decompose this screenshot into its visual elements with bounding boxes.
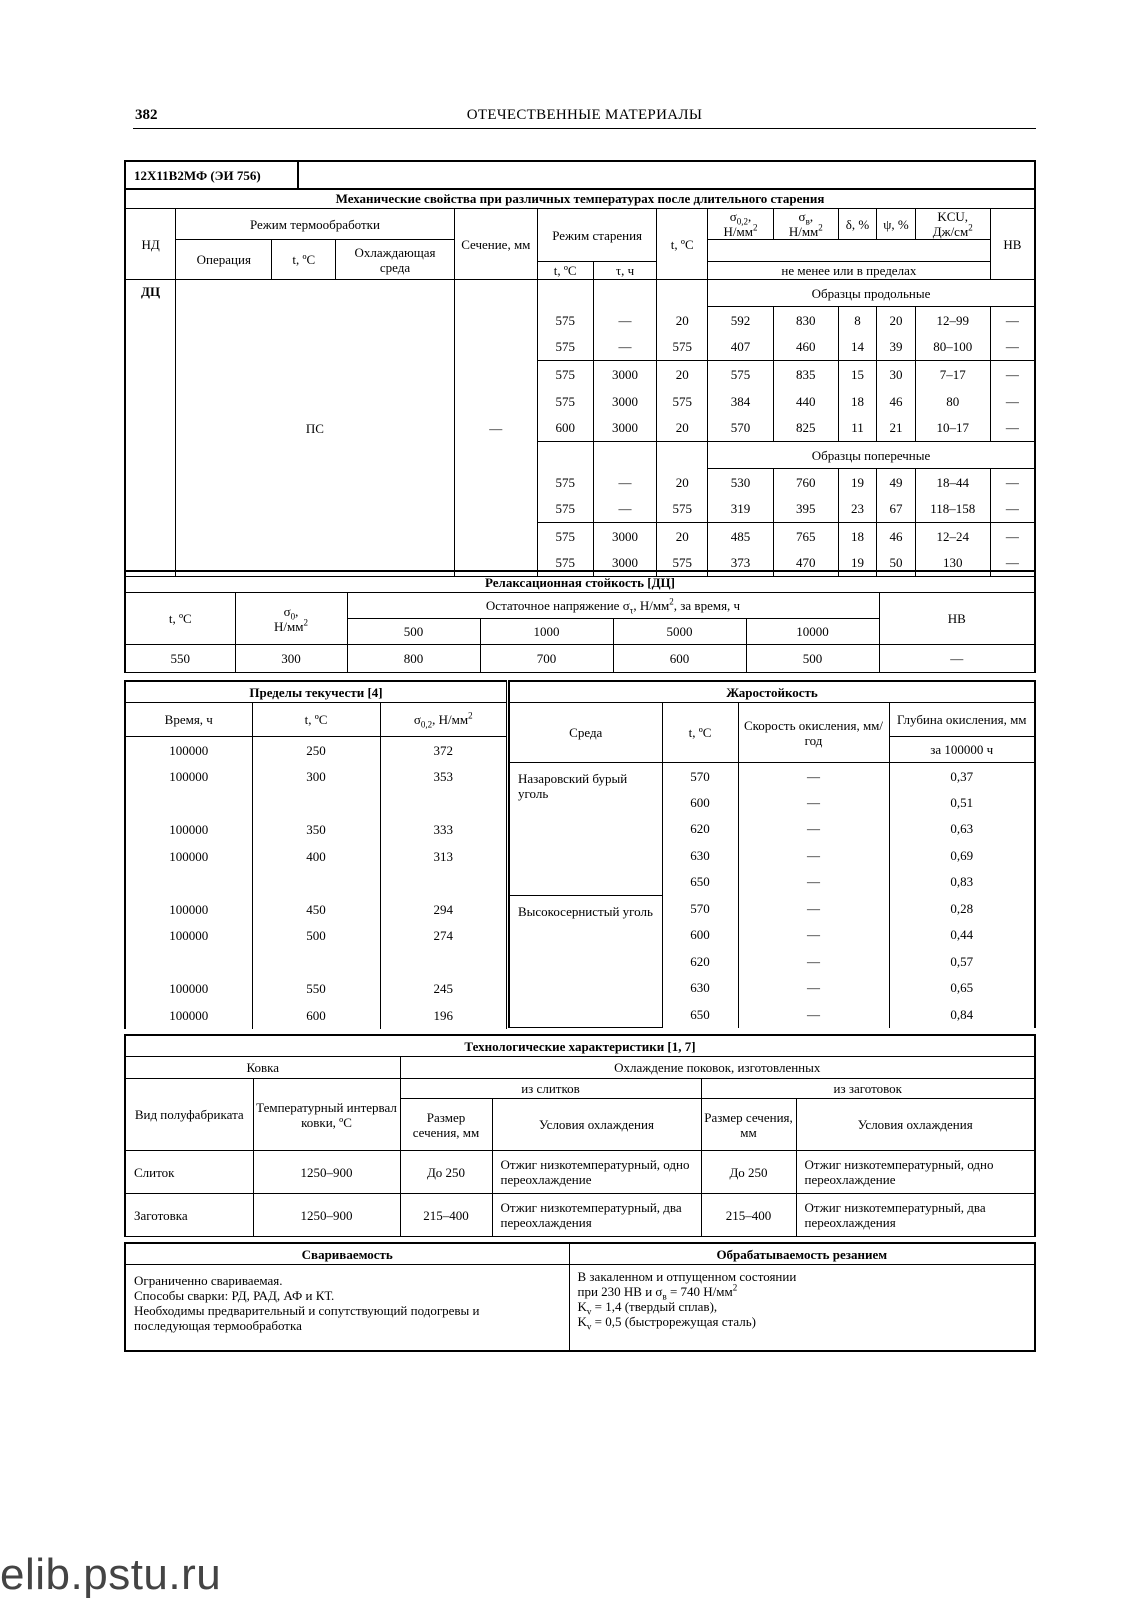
mech-cell: 130 [915,550,990,577]
heat-medium: Высокосернистый уголь [509,895,662,1028]
heat-resistance-table [508,680,1036,1028]
tech-size: До 250 [400,1151,492,1194]
relax-time: 500 [347,619,480,645]
mech-cell: — [593,469,657,496]
mech-cell: 20 [657,361,708,388]
heat-cell: 0,37 [889,763,1035,790]
heat-cell: — [738,1001,889,1028]
tech-temp-range: 1250–900 [253,1194,400,1237]
mech-cell: 460 [773,334,838,361]
yield-cell: 100000 [125,1002,252,1029]
mech-cell: 575 [708,361,774,388]
relax-cell: 700 [480,645,613,673]
yield-row [125,843,507,870]
tech-h-cond: Условия охлаждения [796,1099,1035,1151]
mech-cell: 19 [838,550,877,577]
mech-cell: 15 [838,361,877,388]
nd-value: ДЦ [125,280,176,577]
heat-cell: — [738,842,889,869]
h-not-less: не менее или в пределах [708,262,991,280]
empty [657,442,708,469]
watermark: elib.pstu.ru [0,1550,222,1599]
relax-h-t: t, ºC [125,593,235,645]
grade-name: 12Х11В2МФ (ЭИ 756) [125,161,298,189]
h-aging-tau: τ, ч [593,262,657,280]
mech-cell: 407 [708,334,774,361]
yield-row [125,1002,507,1029]
yield-cell: 100000 [125,817,252,844]
mech-row [125,280,1035,307]
technological-table [124,1034,1036,1237]
h-sigma02: $\sigma_{0,2}$, $Н/мм^2$ [708,209,774,240]
mech-cell: 384 [708,388,774,415]
tech-h-temp-range: Температурный интервал ковки, ºC [253,1079,400,1151]
relax-cell: 800 [347,645,480,673]
mechanical-properties-table [124,188,1036,577]
mech-cell: 485 [708,523,774,550]
h-sigmav: $\sigma_в$, $Н/мм^2$ [773,209,838,240]
mech-cell: 80 [915,388,990,415]
mech-cell: 8 [838,307,877,334]
h-cooling: Охлаждающая среда [336,240,455,280]
heat-cell: — [738,816,889,843]
yield-cell: 600 [252,1002,380,1029]
mech-cell: 592 [708,307,774,334]
mech-cell: — [593,496,657,523]
h-aging: Режим старения [537,209,657,262]
mech-cell: 118–158 [915,496,990,523]
empty [593,442,657,469]
yield-cell: 350 [252,817,380,844]
relax-cell: — [879,645,1035,673]
tech-size: До 250 [701,1151,796,1194]
yield-cell [380,949,507,976]
tech-size: 215–400 [400,1194,492,1237]
h-aging-t: t, ºC [537,262,593,280]
yield-cell [125,949,252,976]
mech-cell: 3000 [593,550,657,577]
yield-row [125,923,507,950]
heat-cell: — [738,922,889,949]
yield-cell: 274 [380,923,507,950]
mech-cell: 440 [773,388,838,415]
mech-cell: 575 [657,550,708,577]
heat-cell: 0,65 [889,975,1035,1002]
relax-h-residual: Остаточное напряжение $\sigma_\tau$, $Н/мм^2$, за время, ч [347,593,879,619]
yield-cell: 196 [380,1002,507,1029]
mech-cell: 19 [838,469,877,496]
mech-cell: 575 [537,334,593,361]
heat-h-rate: Скорость окисления, мм/год [738,703,889,763]
mech-cell: 30 [877,361,916,388]
mech-cell: 575 [537,361,593,388]
mech-cell: 575 [537,307,593,334]
heat-h-depth: Глубина окисления, мм [889,703,1035,737]
heat-cell: — [738,948,889,975]
mech-cell: 20 [657,469,708,496]
mech-cell: 830 [773,307,838,334]
yield-cell [252,870,380,897]
yield-cell: 353 [380,764,507,791]
mech-cell: — [990,523,1035,550]
mech-cell: 14 [838,334,877,361]
mech-cell: 23 [838,496,877,523]
heat-cell: 0,44 [889,922,1035,949]
yield-row [125,817,507,844]
yield-cell [380,790,507,817]
heat-cell: 600 [662,922,738,949]
relax-h-sigma0: $\sigma_0$, $Н/мм^2$ [235,593,347,645]
mech-cell: 575 [537,523,593,550]
tech-size: 215–400 [701,1194,796,1237]
heat-cell: 620 [662,816,738,843]
yield-h-sigma: $\sigma_{0,2}$, $Н/мм^2$ [380,703,507,737]
heat-cell: — [738,869,889,896]
h-psi: ψ, % [877,209,916,240]
yield-row [125,870,507,897]
mech-cell: 20 [657,307,708,334]
heat-cell: 570 [662,895,738,922]
machin-line-2: при 230 НВ и $\sigma_в = 740$ $Н/мм^2$ [577,1282,738,1302]
heat-cell: — [738,763,889,790]
tech-h-from-ingots: из слитков [400,1079,701,1099]
mech-cell: 12–99 [915,307,990,334]
yield-cell: 313 [380,843,507,870]
mech-cell: 20 [657,415,708,442]
mech-cell: 575 [657,496,708,523]
yield-cell: 372 [380,737,507,764]
yield-cell: 245 [380,976,507,1003]
mech-cell: 373 [708,550,774,577]
yield-cell [125,790,252,817]
mech-cell: 49 [877,469,916,496]
mech-cell: 3000 [593,361,657,388]
relax-time: 1000 [480,619,613,645]
page-header [133,106,1036,129]
machin-line-3: $K_v = 1,4$ (твердый сплав), [577,1299,718,1317]
relax-cell: 300 [235,645,347,673]
mech-title: Механические свойства при различных температурах после длительного старения [125,189,1035,209]
h-section: Сечение, мм [454,209,537,280]
tech-temp-range: 1250–900 [253,1151,400,1194]
yield-table [124,680,507,1029]
mech-cell: 3000 [593,415,657,442]
tech-product: Заготовка [125,1194,253,1237]
mech-cell: 3000 [593,523,657,550]
yield-cell: 100000 [125,923,252,950]
relax-time: 5000 [613,619,746,645]
mech-cell: 575 [537,496,593,523]
mech-cell: 570 [708,415,774,442]
h-nd: НД [125,209,176,280]
empty [537,280,593,307]
yield-h-t: t, ºC [252,703,380,737]
mech-cell: — [990,307,1035,334]
mech-cell: — [990,388,1035,415]
mech-cell: 18 [838,388,877,415]
tech-cond: Отжиг низкотемпературный, одно переохлаждение [796,1151,1035,1194]
heat-cell: 0,83 [889,869,1035,896]
yield-cell [252,949,380,976]
yield-cell [380,870,507,897]
mech-cell: 10–17 [915,415,990,442]
mech-cell: 530 [708,469,774,496]
relax-cell: 500 [746,645,879,673]
yield-cell [125,870,252,897]
heat-cell: 0,84 [889,1001,1035,1028]
heat-medium: Назаровский бурый уголь [509,763,662,896]
tech-row [125,1151,1035,1194]
yield-row [125,976,507,1003]
section-value: — [454,280,537,577]
mech-cell: — [990,334,1035,361]
heat-cell: 0,69 [889,842,1035,869]
yield-cell: 450 [252,896,380,923]
weld-machin-table [124,1242,1036,1352]
heat-cell: 600 [662,789,738,816]
tech-cond: Отжиг низкотемпературный, одно переохлаждение [492,1151,701,1194]
mech-cell: — [593,307,657,334]
mech-cell: 575 [537,550,593,577]
heat-cell: 620 [662,948,738,975]
heat-row [509,763,1035,790]
mech-cell: 765 [773,523,838,550]
machin-line-4: $K_v = 0,5$ (быстрорежущая сталь) [577,1314,757,1332]
yield-row [125,737,507,764]
tech-title: Технологические характеристики [1, 7] [125,1035,1035,1057]
machin-title: Обрабатываемость резанием [569,1243,1035,1265]
yield-cell: 100000 [125,764,252,791]
heat-cell: 0,28 [889,895,1035,922]
heat-cell: 630 [662,842,738,869]
h-operation: Операция [176,240,272,280]
heat-cell: 570 [662,763,738,790]
mech-cell: 395 [773,496,838,523]
mech-cell: 50 [877,550,916,577]
tech-h-size: Размер сечения, мм [400,1099,492,1151]
empty [537,442,593,469]
tech-h-from-billets: из заготовок [701,1079,1035,1099]
h-heat-t: t, ºC [272,240,336,280]
yield-cell: 300 [252,764,380,791]
grade-table [124,160,1036,190]
weld-title: Свариваемость [125,1243,569,1265]
h-hb: HB [990,209,1035,280]
tech-h-cond: Условия охлаждения [492,1099,701,1151]
mech-cell: 11 [838,415,877,442]
heat-cell: — [738,975,889,1002]
tech-cond: Отжиг низкотемпературный, два переохлаждения [796,1194,1035,1237]
mech-cell: 39 [877,334,916,361]
mech-cell: 46 [877,523,916,550]
relaxation-table [124,570,1036,673]
heat-row [509,895,1035,922]
mech-cell: 470 [773,550,838,577]
yield-cell: 100000 [125,737,252,764]
yield-cell: 400 [252,843,380,870]
heat-cell: 650 [662,869,738,896]
mech-cell: 575 [657,388,708,415]
heat-cell: 0,63 [889,816,1035,843]
yield-row [125,949,507,976]
heat-cell: 630 [662,975,738,1002]
mech-cell: 21 [877,415,916,442]
yield-cell: 250 [252,737,380,764]
h-heat-regime: Режим термообработки [176,209,455,240]
mech-cell: 67 [877,496,916,523]
empty [657,280,708,307]
tech-h-forging: Ковка [125,1057,400,1079]
mech-cell: — [990,469,1035,496]
mech-cell: 3000 [593,388,657,415]
mech-cell: 575 [657,334,708,361]
heat-h-t: t, ºC [662,703,738,763]
weld-text: Ограниченно свариваемая. Способы сварки: РД, РАД, АФ и КТ. Необходимы предварительный и сопутствующий подогревы и последующая термообработка [125,1265,569,1351]
tech-product: Слиток [125,1151,253,1194]
yield-cell: 100000 [125,976,252,1003]
heat-cell: — [738,789,889,816]
relax-h-hb: HB [879,593,1035,645]
mech-cell: 18–44 [915,469,990,496]
mech-cell: — [990,415,1035,442]
heat-title: Жаростойкость [509,681,1035,703]
mech-cell: — [990,361,1035,388]
h-test-t: t, ºC [657,209,708,280]
mech-cell: 575 [537,388,593,415]
page-number: 382 [135,107,158,123]
tech-cond: Отжиг низкотемпературный, два переохлаждения [492,1194,701,1237]
tech-h-cooling-forgings: Охлаждение поковок, изготовленных [400,1057,1035,1079]
machin-text: В закаленном и отпущенном состоянии при 230 НВ и $\sigma_в = 740$ $Н/мм^2$ $K_v = 1,4$ (твердый сплав), $K_v = 0,5$ (быстрорежущая сталь) [569,1265,1035,1351]
mech-cell: 18 [838,523,877,550]
relax-time: 10000 [746,619,879,645]
relax-cell: 550 [125,645,235,673]
yield-cell: 500 [252,923,380,950]
yield-title: Пределы текучести [4] [125,681,507,703]
relax-cell: 600 [613,645,746,673]
yield-cell: 333 [380,817,507,844]
mech-cell: 80–100 [915,334,990,361]
yield-row [125,790,507,817]
yield-row [125,764,507,791]
heat-cell: 0,57 [889,948,1035,975]
h-delta: δ, % [838,209,877,240]
tech-h-product: Вид полуфабриката [125,1079,253,1151]
mech-cell: 760 [773,469,838,496]
yield-row [125,896,507,923]
mech-cell: — [990,496,1035,523]
running-title: ОТЕЧЕСТВЕННЫЕ МАТЕРИАЛЫ [466,107,703,123]
heat-h-medium: Среда [509,703,662,763]
mech-cell: 20 [877,307,916,334]
heat-cell: 0,51 [889,789,1035,816]
mech-cell: 20 [657,523,708,550]
heat-cell: 650 [662,1001,738,1028]
yield-h-time: Время, ч [125,703,252,737]
specimen-label: Образцы поперечные [708,442,1035,469]
empty [593,280,657,307]
mech-cell: 46 [877,388,916,415]
specimen-label: Образцы продольные [708,280,1035,307]
yield-cell [252,790,380,817]
h-kcu: KCU, $Дж/см^2$ [915,209,990,240]
mech-cell: 835 [773,361,838,388]
tech-h-size: Размер сечения, мм [701,1099,796,1151]
mech-cell: — [593,334,657,361]
mech-cell: — [990,550,1035,577]
heat-h-depth-sub: за 100000 ч [889,737,1035,763]
yield-cell: 100000 [125,843,252,870]
yield-cell: 294 [380,896,507,923]
yield-cell: 100000 [125,896,252,923]
mech-cell: 825 [773,415,838,442]
mech-cell: 319 [708,496,774,523]
operation-value: ПС [176,280,455,577]
relax-title: Релаксационная стойкость [ДЦ] [125,571,1035,593]
mech-cell: 7–17 [915,361,990,388]
mech-cell: 600 [537,415,593,442]
yield-cell: 550 [252,976,380,1003]
mech-cell: 575 [537,469,593,496]
heat-cell: — [738,895,889,922]
tech-row [125,1194,1035,1237]
mech-cell: 12–24 [915,523,990,550]
